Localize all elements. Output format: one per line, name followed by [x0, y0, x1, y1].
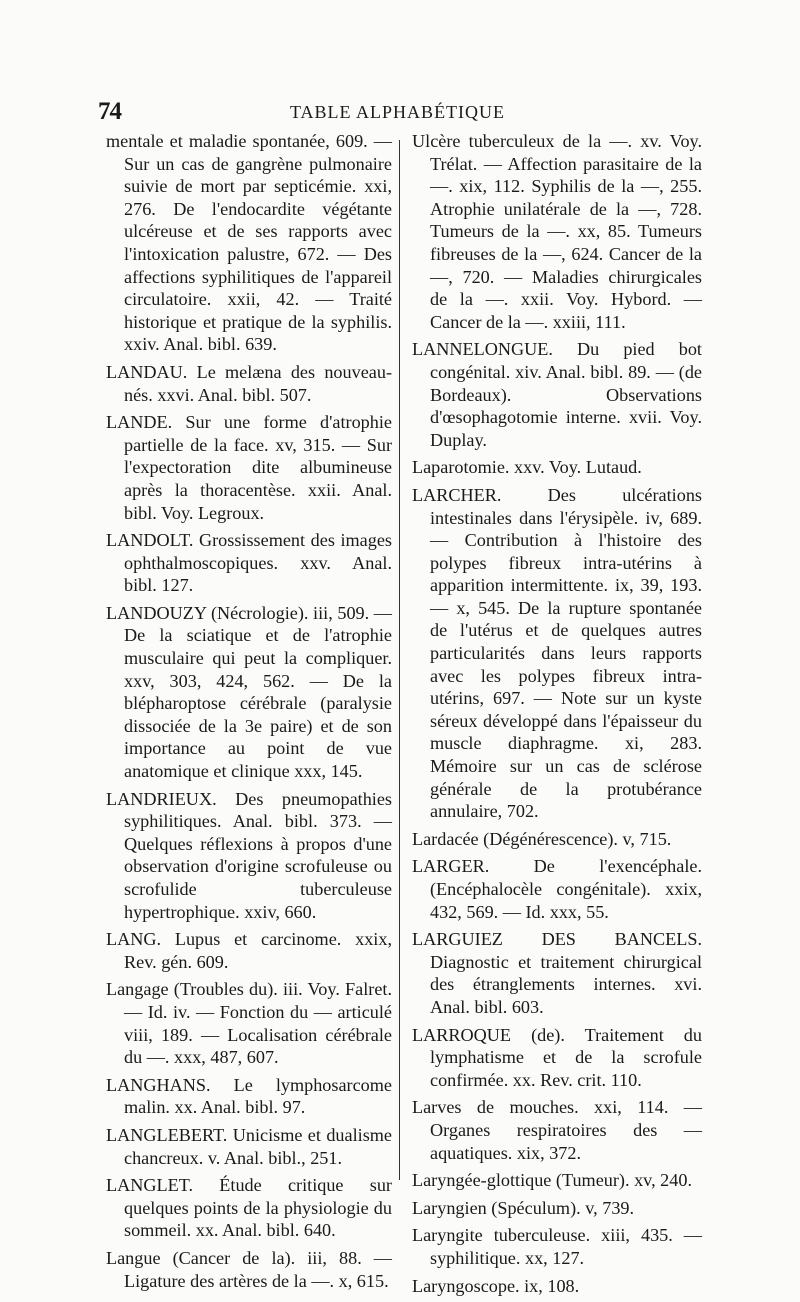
page-number: 74 [98, 98, 121, 125]
index-entry: Langue (Cancer de la). iii, 88. — Ligature des artères de la —. x, 615. [106, 1247, 392, 1291]
index-entry: Larves de mouches. xxi, 114. — Organes respiratoires des — aquatiques. xix, 372. [412, 1097, 702, 1163]
index-entry: LARGUIEZ DES BANCELS. Diagnostic et traitement chirurgical des étranglements internes. xvi. Anal. bibl. 603. [412, 929, 702, 1017]
index-entry: Ulcère tuberculeux de la —. xv. Voy. Trélat. — Affection parasitaire de la —. xix, 112. Syphilis de la —, 255. Atrophie unilatérale de la —, 728. Tumeurs de la —. xx, 85. Tumeurs fibreuses de la —, 624. Cancer de la —, 720. — Maladies chirurgicales de la —. xxii. Voy. Hybord. — Cancer de la —. xxiii, 111. [412, 131, 702, 332]
right-column [412, 130, 702, 1302]
index-entry: Lardacée (Dégénérescence). v, 715. [412, 828, 672, 849]
index-entry: Laryngée-glottique (Tumeur). xv, 240. [412, 1170, 692, 1191]
index-entry: mentale et maladie spontanée, 609. — Sur un cas de gangrène pulmonaire suivie de mort par septicémie. xxi, 276. De l'endocardite végétante ulcéreuse et de ses rapports avec l'intoxication palustre, 672. — Des affections syphilitiques de l'appareil circulatoire. xxii, 42. — Traité historique et pratique de la syphilis. xxiv. Anal. bibl. 639. [106, 131, 392, 355]
index-entry: LARCHER. Des ulcérations intestinales dans l'érysipèle. iv, 689. — Contribution à l'histoire des polypes fibreux intra-utérins à apparition intermittente. ix, 39, 193. — x, 545. De la rupture spontanée de l'utérus et de quelques autres particularités dans leurs rapports avec les polypes fibreux intra-utérins, 697. — Note sur un kyste séreux développé dans l'épaisseur du muscle diaphragme. xi, 283. Mémoire sur un cas de sclérose générale de la protubérance annulaire, 702. [412, 484, 702, 822]
left-column [106, 130, 392, 1297]
index-entry: LANDRIEUX. Des pneumopathies syphilitiques. Anal. bibl. 373. — Quelques réflexions à propos d'une observation d'origine scrofuleuse ou scrofulide tuberculeuse hypertrophique. xxiv, 660. [106, 788, 392, 922]
index-entry: LANDOLT. Grossissement des images ophthalmoscopiques. xxv. Anal. bibl. 127. [106, 530, 392, 596]
index-entry: LARROQUE (de). Traitement du lymphatisme et de la scrofule confirmée. xx. Rev. crit. 110. [412, 1024, 702, 1090]
index-entry: LANNELONGUE. Du pied bot congénital. xiv. Anal. bibl. 89. — (de Bordeaux). Observations d'œsophagotomie interne. xvii. Voy. Duplay. [412, 339, 702, 450]
column-divider [399, 140, 400, 1180]
index-entry: LARGER. De l'exencéphale. (Encéphalocèle congénitale). xxix, 432, 569. — Id. xxx, 55. [412, 856, 702, 922]
index-entry: Laryngoscope. ix, 108. [412, 1275, 580, 1296]
index-entry: LANGHANS. Le lymphosarcome malin. xx. Anal. bibl. 97. [106, 1074, 392, 1118]
index-entry: Laryngite tuberculeuse. xiii, 435. — syphilitique. xx, 127. [412, 1225, 702, 1268]
index-entry: LANDOUZY (Nécrologie). iii, 509. — De la sciatique et de l'atrophie musculaire qui peut la compliquer. xxv, 303, 424, 562. — De la blépharoptose cérébrale (paralysie dissociée de la 3e paire) et de son importance au point de vue anatomique et clinique xxx, 145. [106, 602, 392, 782]
index-entry: LANDE. Sur une forme d'atrophie partielle de la face. xv, 315. — Sur l'expectoration dite albumineuse après la thoracentèse. xxii. Anal. bibl. Voy. Legroux. [106, 412, 392, 523]
index-entry: Laryngien (Spéculum). v, 739. [412, 1197, 635, 1218]
index-entry: Langage (Troubles du). iii. Voy. Falret. — Id. iv. — Fonction du — articulé viii, 189. — Localisation cérébrale du —. xxx, 487, 607. [106, 979, 392, 1068]
index-entry: Laparotomie. xxv. Voy. Lutaud. [412, 457, 642, 478]
index-entry: LANGLET. Étude critique sur quelques points de la physiologie du sommeil. xx. Anal. bibl. 640. [106, 1175, 392, 1241]
running-title: TABLE ALPHABÉTIQUE [290, 102, 506, 122]
index-entry: LANDAU. Le melæna des nouveau-nés. xxvi. Anal. bibl. 507. [106, 361, 392, 405]
index-entry: LANGLEBERT. Unicisme et dualisme chancreux. v. Anal. bibl., 251. [106, 1124, 392, 1168]
index-entry: LANG. Lupus et carcinome. xxix, Rev. gén. 609. [106, 929, 392, 972]
